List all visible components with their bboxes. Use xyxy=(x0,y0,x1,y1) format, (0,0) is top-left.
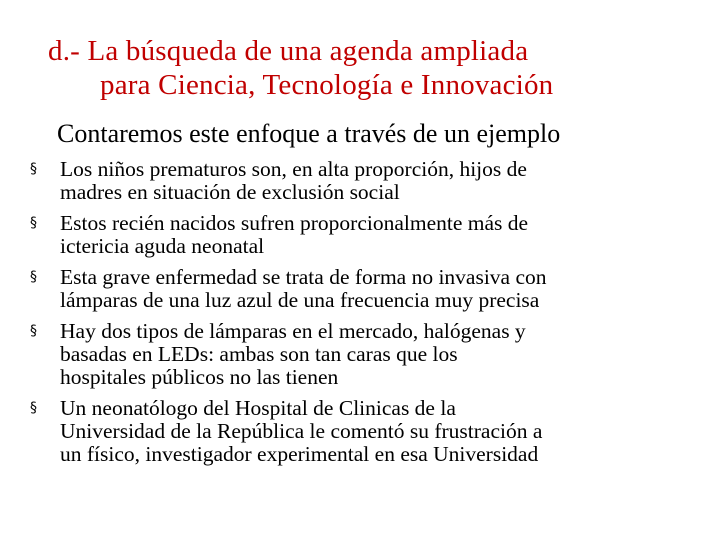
bullet-text xyxy=(60,266,708,312)
bullet-line: un físico, investigador experimental en esa Universidad xyxy=(60,442,539,466)
bullet-line: Universidad de la República le comentó su frustración a xyxy=(60,419,543,443)
slide-subtitle: Contaremos este enfoque a través de un ejemplo xyxy=(57,119,561,148)
bullet-item-5 xyxy=(28,397,708,466)
bullet-marker-icon: § xyxy=(30,323,37,339)
bullet-marker-icon: § xyxy=(30,161,37,177)
bullet-item-2 xyxy=(28,212,708,258)
bullet-list xyxy=(28,158,708,474)
slide-title-line-1: d.- La búsqueda de una agenda ampliada xyxy=(48,35,529,67)
bullet-line: Los niños prematuros son, en alta proporción, hijos de xyxy=(60,157,527,181)
bullet-text xyxy=(60,397,708,466)
bullet-line: Estos recién nacidos sufren proporcionalmente más de xyxy=(60,211,529,235)
bullet-item-1 xyxy=(28,158,708,204)
bullet-marker-icon: § xyxy=(30,400,37,416)
bullet-item-3 xyxy=(28,266,708,312)
bullet-line: Esta grave enfermedad se trata de forma no invasiva con xyxy=(60,265,547,289)
bullet-text xyxy=(60,320,708,389)
slide-title xyxy=(0,34,720,102)
bullet-line: ictericia aguda neonatal xyxy=(60,234,265,258)
bullet-line: lámparas de una luz azul de una frecuencia muy precisa xyxy=(60,288,540,312)
bullet-line: Un neonatólogo del Hospital de Clinicas de la xyxy=(60,396,456,420)
bullet-item-4 xyxy=(28,320,708,389)
bullet-line: Hay dos tipos de lámparas en el mercado, halógenas y xyxy=(60,319,526,343)
bullet-line: hospitales públicos no las tienen xyxy=(60,365,339,389)
bullet-marker-icon: § xyxy=(30,269,37,285)
bullet-line: basadas en LEDs: ambas son tan caras que los xyxy=(60,342,458,366)
bullet-text xyxy=(60,158,708,204)
slide-title-line-2: para Ciencia, Tecnología e Innovación xyxy=(100,69,554,101)
bullet-line: madres en situación de exclusión social xyxy=(60,180,400,204)
bullet-text xyxy=(60,212,708,258)
bullet-marker-icon: § xyxy=(30,215,37,231)
